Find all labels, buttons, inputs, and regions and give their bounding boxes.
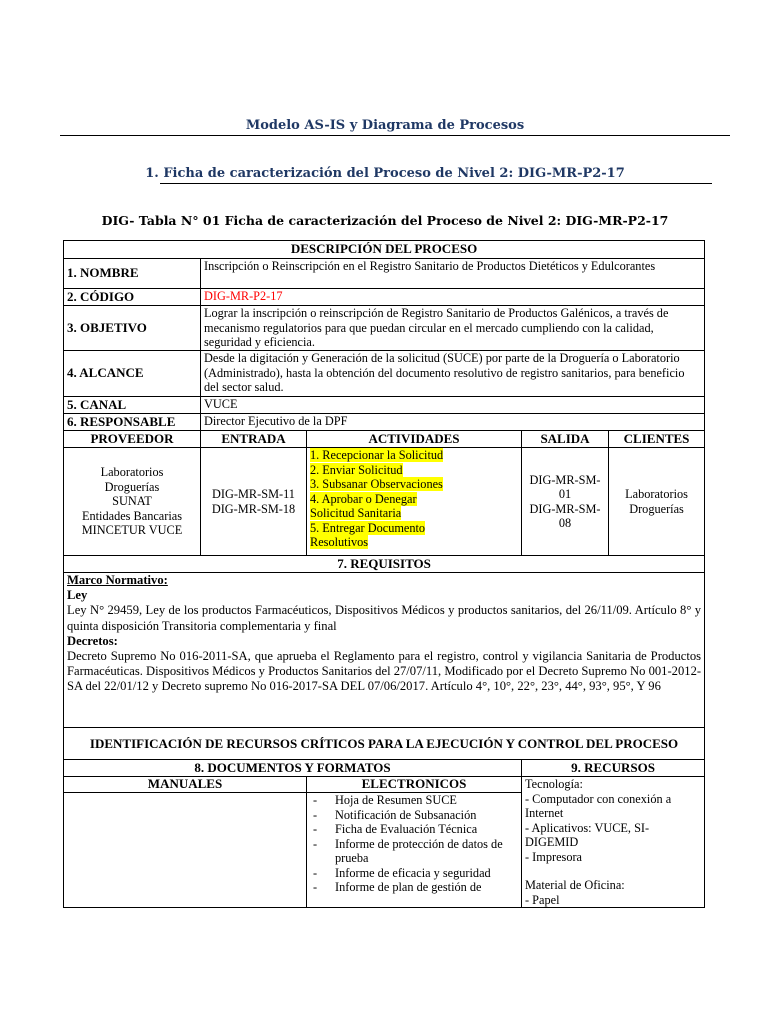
cliente-item: Droguerías	[629, 501, 684, 516]
row-label-responsable: 6. RESPONSABLE	[64, 414, 201, 431]
list-item: - Informe de protección de datos de prueba	[311, 837, 521, 866]
activity-item: 4. Aprobar o Denegar Solicitud Sanitaria	[310, 491, 417, 520]
recursos-criticos-title: IDENTIFICACIÓN DE RECURSOS CRÍTICOS PARA LA EJECUCIÓN Y CONTROL DEL PROCESO	[64, 728, 705, 760]
electronicos-column	[307, 777, 522, 908]
row-label-objetivo: 3. OBJETIVO	[64, 306, 201, 351]
list-item: - Ficha de Evaluación Técnica	[311, 822, 521, 837]
proveedor-item: Entidades Bancarias	[81, 508, 183, 523]
header-proveedor: PROVEEDOR	[64, 431, 201, 448]
recursos-title: 9. RECURSOS	[522, 760, 705, 777]
material-label: Material de Oficina:	[525, 878, 625, 892]
requisitos-title: 7. REQUISITOS	[64, 556, 705, 573]
header-clientes: CLIENTES	[609, 431, 705, 448]
section-rule	[160, 183, 712, 184]
proveedor-item: MINCETUR VUCE	[81, 523, 183, 538]
entrada-cell	[201, 448, 307, 556]
section-heading: 1. Ficha de caracterización del Proceso de Nivel 2: DIG-MR-P2-17	[145, 166, 625, 181]
row-label-codigo: 2. CÓDIGO	[64, 289, 201, 306]
tecnologia-label: Tecnología:	[525, 777, 583, 791]
cliente-item: Laboratorios	[625, 487, 688, 501]
row-value-objetivo: Lograr la inscripción o reinscripción de Registro Sanitario de Productos Galénicos, a través de mecanismo regulatorios para que puedan circular en el mercado cumpliendo con la calidad, seguridad y eficiencia.	[201, 306, 705, 351]
entrada-item: DIG-MR-SM-18	[211, 501, 296, 516]
electronicos-list	[307, 793, 521, 895]
decretos-text: Decreto Supremo No 016-2011-SA, que aprueba el Reglamento para el registro, control y vigilancia Sanitaria de Productos Farmacéuticas. Dispositivos Médicos y Productos Sanitarios del 27/07/11, Modificado por el Decreto Supremo No 001-2012-SA del 22/01/12 y Decreto supremo No 016-2017-SA DEL 07/06/2017. Artículo 4°, 10°, 22°, 23°, 44°, 93°, 95°, Y 96	[67, 649, 702, 694]
actividades-cell	[307, 448, 522, 556]
header-salida: SALIDA	[522, 431, 609, 448]
proveedor-item: Laboratorios	[100, 465, 164, 480]
table-title: DESCRIPCIÓN DEL PROCESO	[64, 241, 705, 259]
row-value-codigo: DIG-MR-P2-17	[201, 289, 705, 306]
page-heading: Modelo AS-IS y Diagrama de Procesos	[245, 118, 525, 133]
row-value-canal: VUCE	[201, 397, 705, 414]
list-item: - Informe de plan de gestión de	[311, 880, 521, 895]
activity-item: 2. Enviar Solicitud	[310, 462, 403, 477]
electronicos-header: ELECTRONICOS	[307, 777, 521, 793]
proveedor-item: Droguerías	[104, 479, 160, 494]
proveedor-cell	[64, 448, 201, 556]
row-label-nombre: 1. NOMBRE	[64, 259, 201, 289]
process-table	[63, 240, 705, 908]
activity-item: 5. Entregar Documento Resolutivos	[310, 520, 426, 549]
list-item: - Impresora	[525, 849, 583, 864]
table-caption: DIG- Tabla N° 01 Ficha de caracterización del Proceso de Nivel 2: DIG-MR-P2-17	[101, 213, 669, 228]
clientes-cell	[609, 448, 705, 556]
heading-rule	[60, 135, 730, 136]
salida-item: DIG-MR-SM-08	[529, 501, 601, 530]
list-item: - Computador con conexión a Internet	[525, 791, 672, 820]
row-value-alcance: Desde la digitación y Generación de la solicitud (SUCE) por parte de la Droguería o Laboratorio (Administrado), hasta la obtención del documento resolutivo de registro sanitarios, para beneficio del sector salud.	[201, 351, 705, 397]
list-item: - Aplicativos: VUCE, SI-DIGEMID	[525, 820, 650, 849]
ley-text: Ley N° 29459, Ley de los productos Farmacéuticos, Dispositivos Médicos y productos sanitarios, del 26/11/09. Artículo 8° y quinta disposición Transitoria complementaria y final	[67, 603, 702, 633]
row-label-canal: 5. CANAL	[64, 397, 201, 414]
row-value-nombre: Inscripción o Reinscripción en el Registro Sanitario de Productos Dietéticos y Edulcorantes	[201, 259, 705, 289]
ley-label: Ley	[67, 588, 88, 603]
header-actividades: ACTIVIDADES	[307, 431, 522, 448]
requisitos-cell	[64, 573, 705, 728]
proveedor-item: SUNAT	[112, 494, 152, 509]
row-value-responsable: Director Ejecutivo de la DPF	[201, 414, 705, 431]
list-item: - Papel	[525, 892, 560, 907]
list-item: - Informe de eficacia y seguridad	[311, 866, 521, 881]
list-item: - Notificación de Subsanación	[311, 808, 521, 823]
activity-item: 1. Recepcionar la Solicitud	[310, 448, 444, 462]
decretos-label: Decretos:	[67, 633, 118, 648]
header-entrada: ENTRADA	[201, 431, 307, 448]
entrada-item: DIG-MR-SM-11	[212, 487, 295, 501]
salida-item: DIG-MR-SM-01	[529, 472, 601, 501]
salida-cell	[522, 448, 609, 556]
activity-item: 3. Subsanar Observaciones	[310, 477, 443, 491]
manuales-column	[64, 777, 307, 908]
recursos-cell	[522, 777, 705, 908]
manuales-header: MANUALES	[64, 777, 306, 793]
row-label-alcance: 4. ALCANCE	[64, 351, 201, 397]
list-item: - Hoja de Resumen SUCE	[311, 793, 521, 808]
documentos-title: 8. DOCUMENTOS Y FORMATOS	[64, 760, 522, 777]
marco-normativo-label: Marco Normativo:	[67, 573, 168, 587]
